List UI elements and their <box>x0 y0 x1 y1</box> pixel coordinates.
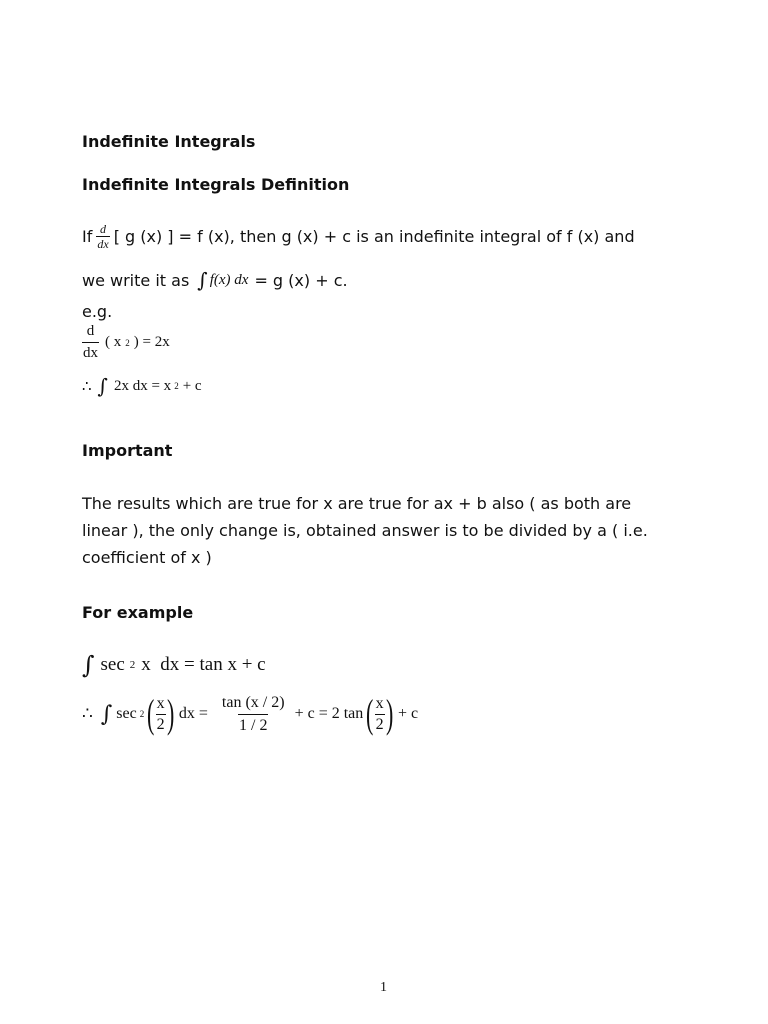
integral-sign: ∫ <box>82 651 95 679</box>
example-dx: dx <box>82 342 99 361</box>
x-over-2-fraction <box>375 696 385 733</box>
derivative-numerator: d <box>100 222 107 236</box>
example-1-equation <box>82 651 266 679</box>
example-heading: For example <box>82 603 194 622</box>
example-integral-a: 2x dx = x <box>113 377 172 394</box>
example-1-exponent: 2 <box>129 659 136 671</box>
therefore-symbol: ∴ <box>82 378 92 395</box>
example-2-equation <box>82 688 418 740</box>
definition-line-2-prefix: we write it as <box>82 270 190 290</box>
definition-line-2 <box>82 268 348 292</box>
integral-sign: ∫ <box>100 701 113 727</box>
tan-fraction-denominator: 1 / 2 <box>238 714 268 734</box>
tan-fraction-numerator: tan (x / 2) <box>221 693 285 711</box>
example-exponent: 2 <box>125 337 130 348</box>
derivative-denominator: dx <box>97 237 109 251</box>
example-2-exponent: 2 <box>139 709 145 719</box>
left-paren: ( <box>366 691 374 736</box>
page-title: Indefinite Integrals <box>82 132 256 151</box>
example-2-middle: + c = 2 tan <box>294 705 364 722</box>
example-1-sec: sec <box>100 654 125 675</box>
eg-label: e.g. <box>82 302 113 321</box>
fraction-numerator: x <box>375 694 384 712</box>
example-expr-a: ( x <box>105 334 122 350</box>
x-over-2-fraction <box>156 696 166 733</box>
definition-line-2-suffix: = g (x) + c. <box>254 270 348 290</box>
example-integral-b: + c <box>182 377 202 394</box>
definition-line-1-rest: [ g (x) ] = f (x), then g (x) + c is an indefinite integral of f (x) and <box>113 227 635 246</box>
integral-sign: ∫ <box>197 268 208 292</box>
definition-line-1 <box>82 223 635 250</box>
fraction-denominator: 2 <box>375 715 384 733</box>
important-text-line-3: coefficient of x ) <box>82 548 212 567</box>
if-word: If <box>82 227 93 246</box>
fraction-numerator: x <box>156 694 165 712</box>
example-integral-exponent: 2 <box>174 381 179 391</box>
derivative-operator <box>96 223 109 250</box>
example-d: d <box>86 323 95 339</box>
example-integral <box>82 374 202 398</box>
example-2-sec: sec <box>116 705 137 722</box>
example-derivative-operator <box>82 324 99 361</box>
tan-fraction <box>220 695 287 734</box>
left-paren: ( <box>147 691 155 736</box>
important-text-line-1: The results which are true for x are true for ax + b also ( as both are <box>82 494 632 513</box>
example-expr-b: ) = 2x <box>133 334 170 350</box>
definition-heading: Indefinite Integrals Definition <box>82 175 350 194</box>
integral-formula: f(x) dx <box>209 271 249 288</box>
example-derivative <box>82 324 170 361</box>
right-paren: ) <box>166 691 174 736</box>
therefore-symbol: ∴ <box>82 704 93 723</box>
example-2-end: + c <box>397 705 419 722</box>
important-text-line-2: linear ), the only change is, obtained answer is to be divided by a ( i.e. <box>82 521 648 540</box>
important-heading: Important <box>82 441 173 460</box>
integral-sign: ∫ <box>97 374 108 398</box>
page-number: 1 <box>380 980 387 995</box>
right-paren: ) <box>385 691 393 736</box>
example-1-rest: x dx = tan x + c <box>141 654 266 675</box>
example-2-dx: dx = <box>178 705 208 722</box>
fraction-denominator: 2 <box>156 715 165 733</box>
